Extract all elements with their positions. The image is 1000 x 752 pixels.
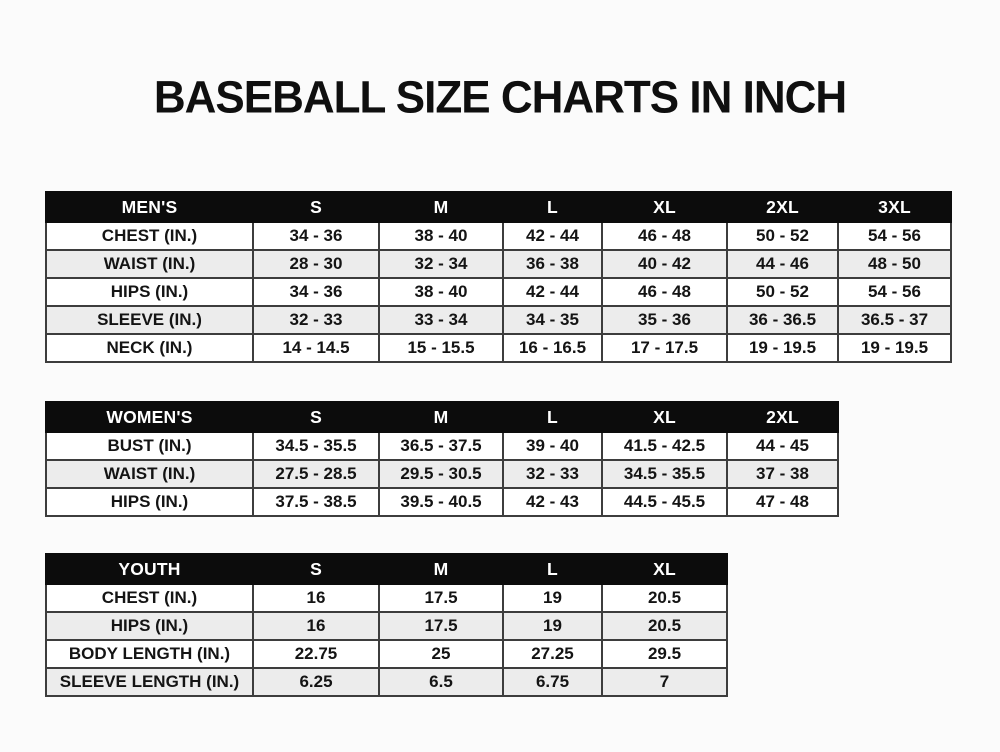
cell-value: 34 - 36 — [253, 278, 379, 306]
cell-value: 32 - 33 — [253, 306, 379, 334]
cell-value: 36 - 38 — [503, 250, 602, 278]
cell-value: 36.5 - 37.5 — [379, 432, 503, 460]
mens-header-label: MEN'S — [46, 192, 253, 222]
row-label: HIPS (IN.) — [46, 278, 253, 306]
womens-header-s: S — [253, 402, 379, 432]
cell-value: 36.5 - 37 — [838, 306, 951, 334]
cell-value: 46 - 48 — [602, 278, 727, 306]
cell-value: 34 - 36 — [253, 222, 379, 250]
cell-value: 33 - 34 — [379, 306, 503, 334]
mens-row-neck — [46, 334, 951, 362]
cell-value: 17.5 — [379, 612, 503, 640]
womens-row-hips — [46, 488, 838, 516]
cell-value: 50 - 52 — [727, 222, 838, 250]
cell-value: 42 - 44 — [503, 278, 602, 306]
cell-value: 42 - 43 — [503, 488, 602, 516]
mens-header-l: L — [503, 192, 602, 222]
row-label: WAIST (IN.) — [46, 250, 253, 278]
cell-value: 34.5 - 35.5 — [253, 432, 379, 460]
youth-row-hips — [46, 612, 727, 640]
cell-value: 17.5 — [379, 584, 503, 612]
youth-header-label: YOUTH — [46, 554, 253, 584]
cell-value: 29.5 - 30.5 — [379, 460, 503, 488]
cell-value: 40 - 42 — [602, 250, 727, 278]
cell-value: 27.25 — [503, 640, 602, 668]
womens-header-row — [46, 402, 838, 432]
cell-value: 19 - 19.5 — [838, 334, 951, 362]
youth-header-l: L — [503, 554, 602, 584]
cell-value: 27.5 - 28.5 — [253, 460, 379, 488]
youth-header-m: M — [379, 554, 503, 584]
row-label: HIPS (IN.) — [46, 612, 253, 640]
cell-value: 19 - 19.5 — [727, 334, 838, 362]
cell-value: 54 - 56 — [838, 278, 951, 306]
cell-value: 17 - 17.5 — [602, 334, 727, 362]
cell-value: 42 - 44 — [503, 222, 602, 250]
cell-value: 20.5 — [602, 584, 727, 612]
cell-value: 44 - 45 — [727, 432, 838, 460]
cell-value: 39 - 40 — [503, 432, 602, 460]
womens-header-m: M — [379, 402, 503, 432]
cell-value: 7 — [602, 668, 727, 696]
cell-value: 16 — [253, 584, 379, 612]
mens-row-waist — [46, 250, 951, 278]
womens-header-l: L — [503, 402, 602, 432]
row-label: HIPS (IN.) — [46, 488, 253, 516]
row-label: CHEST (IN.) — [46, 584, 253, 612]
cell-value: 29.5 — [602, 640, 727, 668]
womens-row-waist — [46, 460, 838, 488]
cell-value: 38 - 40 — [379, 222, 503, 250]
cell-value: 38 - 40 — [379, 278, 503, 306]
row-label: NECK (IN.) — [46, 334, 253, 362]
youth-header-xl: XL — [602, 554, 727, 584]
cell-value: 50 - 52 — [727, 278, 838, 306]
cell-value: 32 - 34 — [379, 250, 503, 278]
cell-value: 20.5 — [602, 612, 727, 640]
cell-value: 36 - 36.5 — [727, 306, 838, 334]
cell-value: 41.5 - 42.5 — [602, 432, 727, 460]
womens-header-label: WOMEN'S — [46, 402, 253, 432]
womens-row-bust — [46, 432, 838, 460]
youth-row-sleeve-length — [46, 668, 727, 696]
youth-row-chest — [46, 584, 727, 612]
cell-value: 44.5 - 45.5 — [602, 488, 727, 516]
cell-value: 54 - 56 — [838, 222, 951, 250]
row-label: WAIST (IN.) — [46, 460, 253, 488]
youth-size-table — [45, 553, 728, 697]
cell-value: 28 - 30 — [253, 250, 379, 278]
womens-header-xl: XL — [602, 402, 727, 432]
mens-header-2xl: 2XL — [727, 192, 838, 222]
youth-row-body-length — [46, 640, 727, 668]
cell-value: 16 - 16.5 — [503, 334, 602, 362]
cell-value: 15 - 15.5 — [379, 334, 503, 362]
mens-size-table — [45, 191, 952, 363]
cell-value: 35 - 36 — [602, 306, 727, 334]
mens-row-sleeve — [46, 306, 951, 334]
cell-value: 48 - 50 — [838, 250, 951, 278]
youth-header-s: S — [253, 554, 379, 584]
row-label: CHEST (IN.) — [46, 222, 253, 250]
cell-value: 14 - 14.5 — [253, 334, 379, 362]
cell-value: 32 - 33 — [503, 460, 602, 488]
cell-value: 34 - 35 — [503, 306, 602, 334]
mens-header-m: M — [379, 192, 503, 222]
cell-value: 44 - 46 — [727, 250, 838, 278]
cell-value: 6.25 — [253, 668, 379, 696]
row-label: SLEEVE (IN.) — [46, 306, 253, 334]
cell-value: 6.75 — [503, 668, 602, 696]
cell-value: 46 - 48 — [602, 222, 727, 250]
mens-header-row — [46, 192, 951, 222]
mens-row-hips — [46, 278, 951, 306]
cell-value: 39.5 - 40.5 — [379, 488, 503, 516]
mens-header-3xl: 3XL — [838, 192, 951, 222]
mens-row-chest — [46, 222, 951, 250]
row-label: SLEEVE LENGTH (IN.) — [46, 668, 253, 696]
cell-value: 19 — [503, 584, 602, 612]
cell-value: 34.5 - 35.5 — [602, 460, 727, 488]
cell-value: 25 — [379, 640, 503, 668]
row-label: BODY LENGTH (IN.) — [46, 640, 253, 668]
cell-value: 16 — [253, 612, 379, 640]
cell-value: 22.75 — [253, 640, 379, 668]
womens-header-2xl: 2XL — [727, 402, 838, 432]
youth-header-row — [46, 554, 727, 584]
womens-size-table — [45, 401, 839, 517]
cell-value: 37.5 - 38.5 — [253, 488, 379, 516]
mens-header-xl: XL — [602, 192, 727, 222]
cell-value: 19 — [503, 612, 602, 640]
cell-value: 6.5 — [379, 668, 503, 696]
row-label: BUST (IN.) — [46, 432, 253, 460]
cell-value: 47 - 48 — [727, 488, 838, 516]
mens-header-s: S — [253, 192, 379, 222]
cell-value: 37 - 38 — [727, 460, 838, 488]
page-title: BASEBALL SIZE CHARTS IN INCH — [153, 72, 847, 123]
